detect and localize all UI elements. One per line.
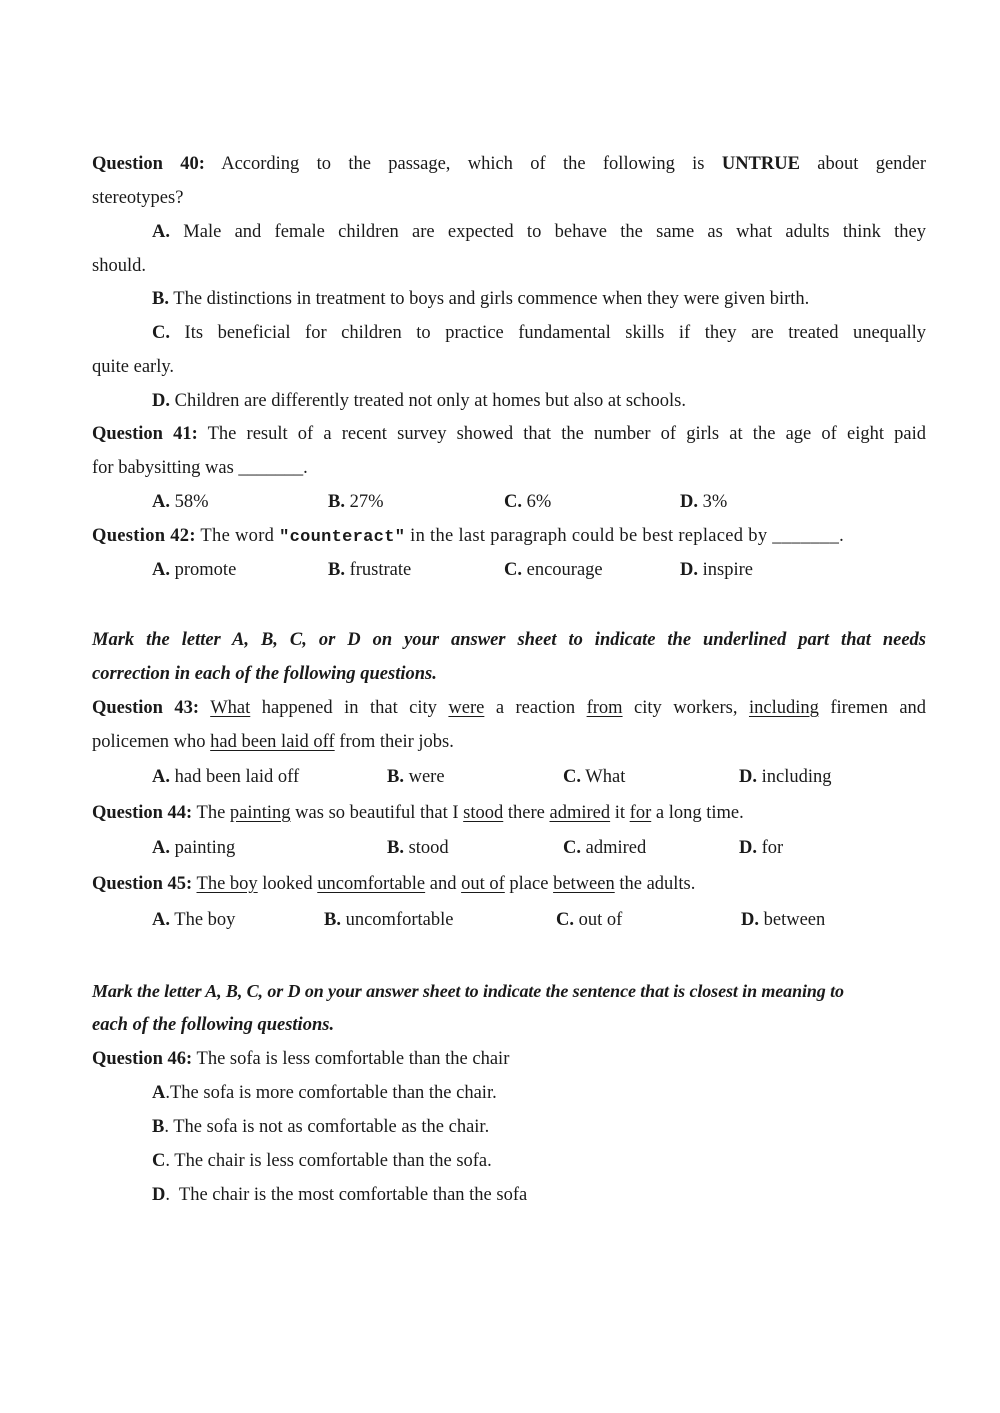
q44-stem bbox=[92, 801, 926, 825]
option-text: were bbox=[408, 767, 445, 787]
q40-stem-emphasis: UNTRUE bbox=[721, 154, 800, 174]
option-text: out of bbox=[578, 910, 623, 930]
option-text: 6% bbox=[526, 492, 552, 512]
q41-label: Question 41: bbox=[92, 424, 198, 444]
q45-text: place bbox=[509, 874, 549, 894]
q45-text: looked bbox=[262, 874, 313, 894]
q43-stem-cont bbox=[92, 730, 926, 754]
q41-stem-a: The result of a recent survey showed that the number of girls at the age of eight paid bbox=[207, 424, 927, 444]
option-text: had been laid off bbox=[174, 767, 300, 787]
option-letter: B. bbox=[152, 289, 169, 309]
q45-underlined-d: between bbox=[553, 874, 615, 894]
option-text: frustrate bbox=[349, 560, 412, 580]
q46-stem bbox=[92, 1047, 926, 1071]
option-text: painting bbox=[174, 838, 236, 858]
option-text: between bbox=[763, 910, 826, 930]
option-text: Children are differently treated not only at homes but also at schools. bbox=[174, 391, 686, 411]
q42-option-a[interactable] bbox=[152, 558, 236, 582]
q45-option-b[interactable] bbox=[324, 908, 453, 932]
q42-label: Question 42: bbox=[92, 526, 196, 546]
option-letter: A. bbox=[152, 222, 170, 242]
q44-underlined-d: for bbox=[629, 803, 652, 823]
option-text: including bbox=[761, 767, 832, 787]
q40-option-d[interactable] bbox=[152, 389, 926, 413]
q45-option-a[interactable] bbox=[152, 908, 235, 932]
q45-text: the adults. bbox=[619, 874, 696, 894]
option-letter: B. bbox=[324, 910, 341, 930]
option-text: inspire bbox=[702, 560, 753, 580]
option-text: 3% bbox=[702, 492, 728, 512]
option-letter: D. bbox=[739, 767, 757, 787]
option-letter: C bbox=[152, 1151, 166, 1171]
option-text: . The sofa is not as comfortable as the chair. bbox=[164, 1117, 490, 1137]
q44-text: a long time. bbox=[655, 803, 744, 823]
q40-stem-b: about gender bbox=[817, 154, 927, 174]
option-letter: B. bbox=[328, 492, 345, 512]
q41-stem-cont: for babysitting was _______. bbox=[92, 458, 308, 478]
q42-stem-a: The word bbox=[200, 526, 275, 546]
q40-option-a-cont: should. bbox=[92, 256, 146, 276]
section2-instruction: Mark the letter A, B, C, or D on your answer sheet to indicate the underlined part that needs bbox=[92, 630, 926, 650]
q43-stem bbox=[92, 696, 926, 720]
option-letter: D. bbox=[739, 838, 757, 858]
q45-text: and bbox=[429, 874, 457, 894]
option-text: encourage bbox=[526, 560, 603, 580]
q40-option-c-cont: quite early. bbox=[92, 357, 175, 377]
q44-underlined-a: painting bbox=[229, 803, 291, 823]
q44-underlined-b: stood bbox=[463, 803, 504, 823]
q45-underlined-c: out of bbox=[461, 874, 505, 894]
q43-text: a reaction bbox=[495, 698, 576, 718]
section3-instruction-cont: each of the following questions. bbox=[92, 1015, 335, 1035]
q40-stem-a: According to the passage, which of the following is bbox=[221, 154, 705, 174]
q44-option-a[interactable] bbox=[152, 836, 235, 860]
q43-text: firemen and bbox=[830, 698, 927, 718]
q44-option-c[interactable] bbox=[563, 836, 646, 860]
option-letter: A bbox=[152, 1083, 166, 1103]
option-text: The boy bbox=[174, 910, 236, 930]
q40-option-a[interactable] bbox=[152, 220, 926, 244]
q44-text: was so beautiful that I bbox=[295, 803, 459, 823]
q43-text: policemen who bbox=[92, 732, 206, 752]
option-letter: D. bbox=[680, 492, 698, 512]
option-letter: C. bbox=[504, 560, 522, 580]
q46-option-a[interactable] bbox=[152, 1081, 926, 1105]
q43-option-a[interactable] bbox=[152, 765, 299, 789]
q41-stem bbox=[92, 422, 926, 446]
option-text: uncomfortable bbox=[345, 910, 454, 930]
q44-label: Question 44: bbox=[92, 803, 193, 823]
option-text: Its beneficial for children to practice fundamental skills if they are treated unequally bbox=[184, 323, 927, 343]
q43-text: from their jobs. bbox=[339, 732, 454, 752]
q45-underlined-b: uncomfortable bbox=[317, 874, 426, 894]
q42-option-c[interactable] bbox=[504, 558, 603, 582]
option-text: promote bbox=[174, 560, 237, 580]
q41-option-c[interactable] bbox=[504, 490, 551, 514]
q43-underlined-d: including bbox=[748, 698, 819, 718]
option-letter: C. bbox=[563, 767, 581, 787]
q45-option-c[interactable] bbox=[556, 908, 622, 932]
q45-underlined-a: The boy bbox=[196, 874, 258, 894]
option-letter: C. bbox=[504, 492, 522, 512]
option-letter: D bbox=[152, 1185, 166, 1205]
q41-option-d[interactable] bbox=[680, 490, 727, 514]
q44-underlined-c: admired bbox=[549, 803, 611, 823]
option-letter: A. bbox=[152, 838, 170, 858]
option-letter: A. bbox=[152, 910, 170, 930]
option-letter: B. bbox=[387, 838, 404, 858]
q42-stem bbox=[92, 524, 926, 550]
q43-text: happened in that city bbox=[261, 698, 437, 718]
q40-stem bbox=[92, 152, 926, 176]
q43-label: Question 43: bbox=[92, 698, 200, 718]
q43-underlined-a: What bbox=[210, 698, 251, 718]
section2-instruction-cont: correction in each of the following questions. bbox=[92, 664, 437, 684]
q43-option-b[interactable] bbox=[387, 765, 445, 789]
q45-label: Question 45: bbox=[92, 874, 193, 894]
q42-option-d[interactable] bbox=[680, 558, 753, 582]
q43-option-c[interactable] bbox=[563, 765, 625, 789]
option-letter: D. bbox=[680, 560, 698, 580]
q43-underlined-c: from bbox=[586, 698, 623, 718]
option-text: Male and female children are expected to behave the same as what adults think they bbox=[183, 222, 926, 242]
q40-label: Question 40: bbox=[92, 154, 205, 174]
option-letter: C. bbox=[556, 910, 574, 930]
option-letter: D. bbox=[741, 910, 759, 930]
q46-option-d[interactable] bbox=[152, 1183, 926, 1207]
q41-option-a[interactable] bbox=[152, 490, 209, 514]
option-text: What bbox=[585, 767, 626, 787]
option-text: The distinctions in treatment to boys and girls commence when they were given birth. bbox=[173, 289, 810, 309]
option-text: for bbox=[761, 838, 784, 858]
q44-option-d[interactable] bbox=[739, 836, 783, 860]
option-letter: B. bbox=[387, 767, 404, 787]
q40-stem-cont: stereotypes? bbox=[92, 188, 184, 208]
q41-option-b[interactable] bbox=[328, 490, 384, 514]
q43-option-d[interactable] bbox=[739, 765, 832, 789]
option-text: . The chair is the most comfortable than the sofa bbox=[165, 1185, 528, 1205]
q43-underlined-b: were bbox=[448, 698, 485, 718]
q42-stem-word: "counteract" bbox=[279, 528, 406, 547]
option-text: stood bbox=[408, 838, 449, 858]
q42-stem-b: in the last paragraph could be best replaced by _______. bbox=[410, 526, 845, 546]
q43-underlined-e: had been laid off bbox=[210, 732, 335, 752]
q44-text: The bbox=[196, 803, 226, 823]
option-text: .The sofa is more comfortable than the chair. bbox=[165, 1083, 497, 1103]
q46-label: Question 46: bbox=[92, 1049, 193, 1069]
option-letter: A. bbox=[152, 767, 170, 787]
option-letter: A. bbox=[152, 492, 170, 512]
q46-option-c[interactable] bbox=[152, 1149, 926, 1173]
q46-stem-text: The sofa is less comfortable than the chair bbox=[196, 1049, 510, 1069]
q44-text: there bbox=[507, 803, 545, 823]
q43-text: city workers, bbox=[634, 698, 738, 718]
section3-instruction: Mark the letter A, B, C, or D on your answer sheet to indicate the sentence that is closest in meaning to bbox=[92, 981, 844, 1001]
option-letter: C. bbox=[152, 323, 170, 343]
option-letter: A. bbox=[152, 560, 170, 580]
q45-option-d[interactable] bbox=[741, 908, 825, 932]
option-text: admired bbox=[585, 838, 647, 858]
q40-option-b[interactable] bbox=[152, 287, 926, 311]
q44-text: it bbox=[614, 803, 626, 823]
option-text: 27% bbox=[349, 492, 384, 512]
q46-option-b[interactable] bbox=[152, 1115, 926, 1139]
option-letter: B bbox=[152, 1117, 165, 1137]
option-letter: C. bbox=[563, 838, 581, 858]
option-letter: B. bbox=[328, 560, 345, 580]
option-text: 58% bbox=[174, 492, 209, 512]
q42-option-b[interactable] bbox=[328, 558, 411, 582]
q45-stem bbox=[92, 872, 926, 896]
q40-option-c[interactable] bbox=[152, 321, 926, 345]
option-letter: D. bbox=[152, 391, 170, 411]
option-text: . The chair is less comfortable than the sofa. bbox=[165, 1151, 492, 1171]
q44-option-b[interactable] bbox=[387, 836, 449, 860]
